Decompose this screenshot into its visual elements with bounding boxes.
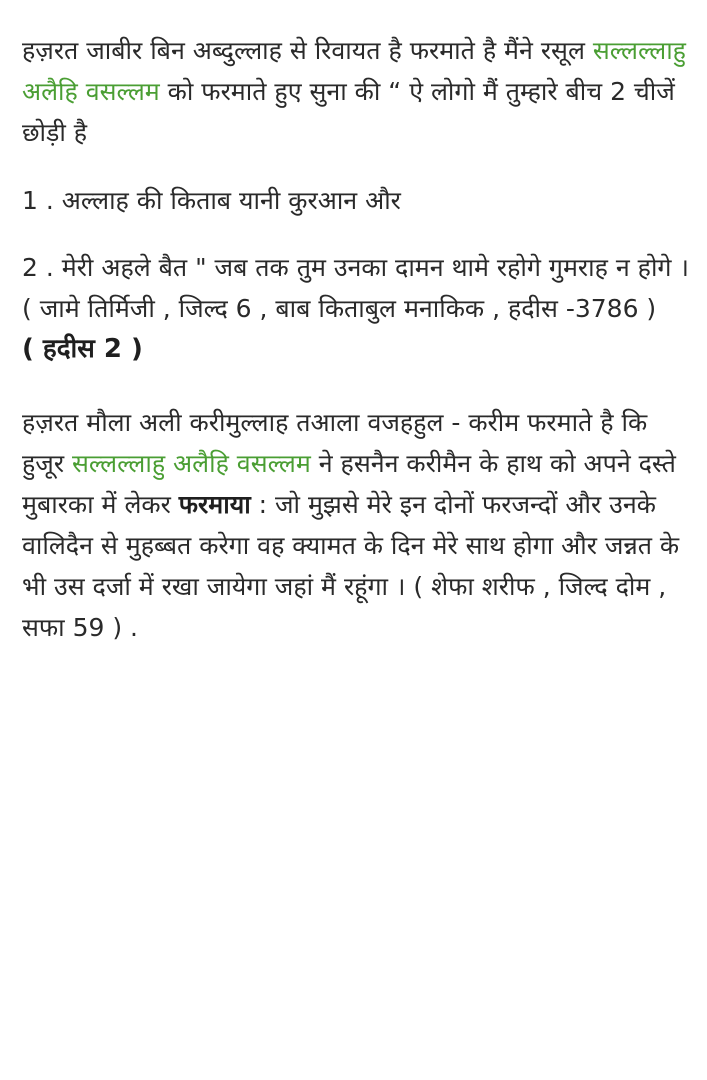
hadith1-intro-part-b: को फरमाते हुए सुना की “ ऐ लोगो मैं तुम्हारे बीच 2 चीजें छोड़ी है <box>22 77 675 147</box>
hadith2-text-part-c: : जो मुझसे मेरे इन दोनों फरजन्दों और उनके वालिदैन से मुहब्बत करेगा वह क्यामत के दिन मेरे साथ होगा और जन्नत के भी उस दर्जा में रखा जायेगा जहां मैं रहूंगा । ( शेफा शरीफ , जिल्द दोम , सफा 59 ) . <box>22 490 680 642</box>
hadith1-intro-part-a: हज़रत जाबीर बिन अब्दुल्लाह से रिवायत है फरमाते है मैंने रसूल <box>22 36 593 65</box>
hadith1-intro <box>22 30 697 153</box>
salawat-text: सल्लल्लाहु अलैहि वसल्लम <box>22 36 686 106</box>
hadith2-text-part-a: हज़रत मौला अली करीमुल्लाह तआला वजहहुल - करीम फरमाते है कि हुजूर <box>22 408 648 478</box>
hadith1-point-2: 2 . मेरी अहले बैत " जब तक तुम उनका दामन थामे रहोगे गुमराह न होगे । ( जामे तिर्मिजी , जिल्द 6 , बाब किताबुल मनाकिक , हदीस -3786 ) <box>22 253 689 323</box>
hadith1-point-1: 1 . अल्लाह की किताब यानी कुरआन और <box>22 186 401 215</box>
hadith2-text <box>22 402 697 648</box>
hadith2-heading: ( हदीस 2 ) <box>22 334 143 364</box>
hadith2-bold-word: फरमाया <box>178 490 251 519</box>
salawat-text: सल्लल्लाहु अलैहि वसल्लम <box>72 449 311 478</box>
hadith2-text-part-b: ने हसनैन करीमैन के हाथ को अपने दस्ते मुबारका में लेकर <box>22 449 676 519</box>
